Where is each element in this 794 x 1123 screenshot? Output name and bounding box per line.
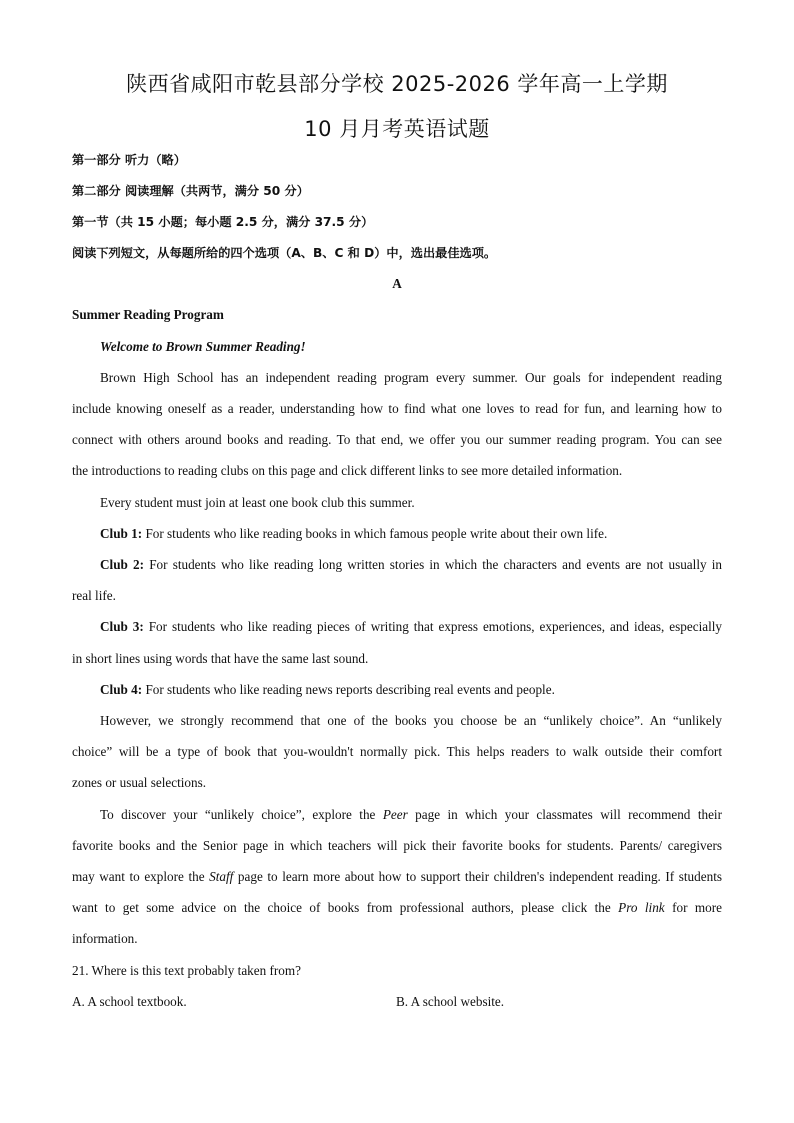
paragraph-line: zones or usual selections. [72,775,207,790]
paragraph-line: choice” will be a type of book that you-wouldn't normally pick. This helps readers to walk outside their comfort [72,744,722,759]
passage-label: A [392,276,402,291]
club-2-item [100,557,722,573]
club-description: For students who like reading books in which famous people write about their own life. [145,526,608,541]
club-description-continued: in short lines using words that have the same last sound. [72,651,369,666]
part2-heading: 第二部分 阅读理解（共两节，满分 50 分） [72,184,309,198]
text-run: may want to explore the [72,869,210,884]
option-a: A. A school textbook. [72,994,187,1009]
text-run: page in which your classmates will recommend their [407,807,722,822]
staff-page-link: Staff [209,869,234,884]
paragraph-line: favorite books and the Senior page in which teachers will pick their favorite books for students. Parents/ caregivers [72,838,722,853]
club-4-item [100,682,722,698]
welcome-heading: Welcome to Brown Summer Reading! [100,339,306,354]
paragraph-line: include knowing oneself as a reader, understanding how to find what one loves to read for fun, and learning how to [72,401,722,416]
paragraph-line: Brown High School has an independent reading program every summer. Our goals for independent reading [100,370,722,385]
paragraph-line: the introductions to reading clubs on this page and click different links to see more detailed information. [72,463,623,478]
club-label: Club 2: [100,557,145,572]
text-run: page to learn more about how to support their children's independent reading. If students [233,869,722,884]
paragraph-line [72,869,722,885]
paragraph-line: Every student must join at least one book club this summer. [100,495,415,510]
club-description: For students who like reading long written stories in which the characters and events are not usually in [149,557,723,572]
reading-directions: 阅读下列短文，从每题所给的四个选项（A、B、C 和 D）中，选出最佳选项。 [72,246,497,260]
club-label: Club 1: [100,526,143,541]
paragraph-line: information. [72,931,138,946]
club-label: Club 4: [100,682,143,697]
club-description: For students who like reading news reports describing real events and people. [145,682,555,697]
club-3-item [100,619,722,635]
passage-title: Summer Reading Program [72,307,224,322]
club-description: For students who like reading pieces of writing that express emotions, experiences, and ideas, especially [148,619,723,634]
club-label: Club 3: [100,619,144,634]
club-description-continued: real life. [72,588,116,603]
part1-heading: 第一部分 听力（略） [72,153,186,167]
pro-link: Pro link [618,900,665,915]
exam-title-line1: 陕西省咸阳市乾县部分学校 2025-2026 学年高一上学期 [126,72,668,96]
text-run: for more [664,900,722,915]
paragraph-line: However, we strongly recommend that one of the books you choose be an “unlikely choice”. An “unlikely [100,713,722,728]
club-1-item [100,526,722,542]
paragraph-line [100,807,722,823]
exam-title-line2: 10 月月考英语试题 [304,117,490,141]
paragraph-line [72,900,722,916]
question-21-stem: 21. Where is this text probably taken from? [72,963,302,978]
text-run: want to get some advice on the choice of books from professional authors, please click the [72,900,619,915]
paragraph-line: connect with others around books and reading. To that end, we offer you our summer reading program. You can see [72,432,722,447]
section1-heading: 第一节（共 15 小题；每小题 2.5 分，满分 37.5 分） [72,215,374,229]
text-run: To discover your “unlikely choice”, explore the [100,807,383,822]
option-b: B. A school website. [396,994,505,1009]
peer-page-link: Peer [382,807,408,822]
